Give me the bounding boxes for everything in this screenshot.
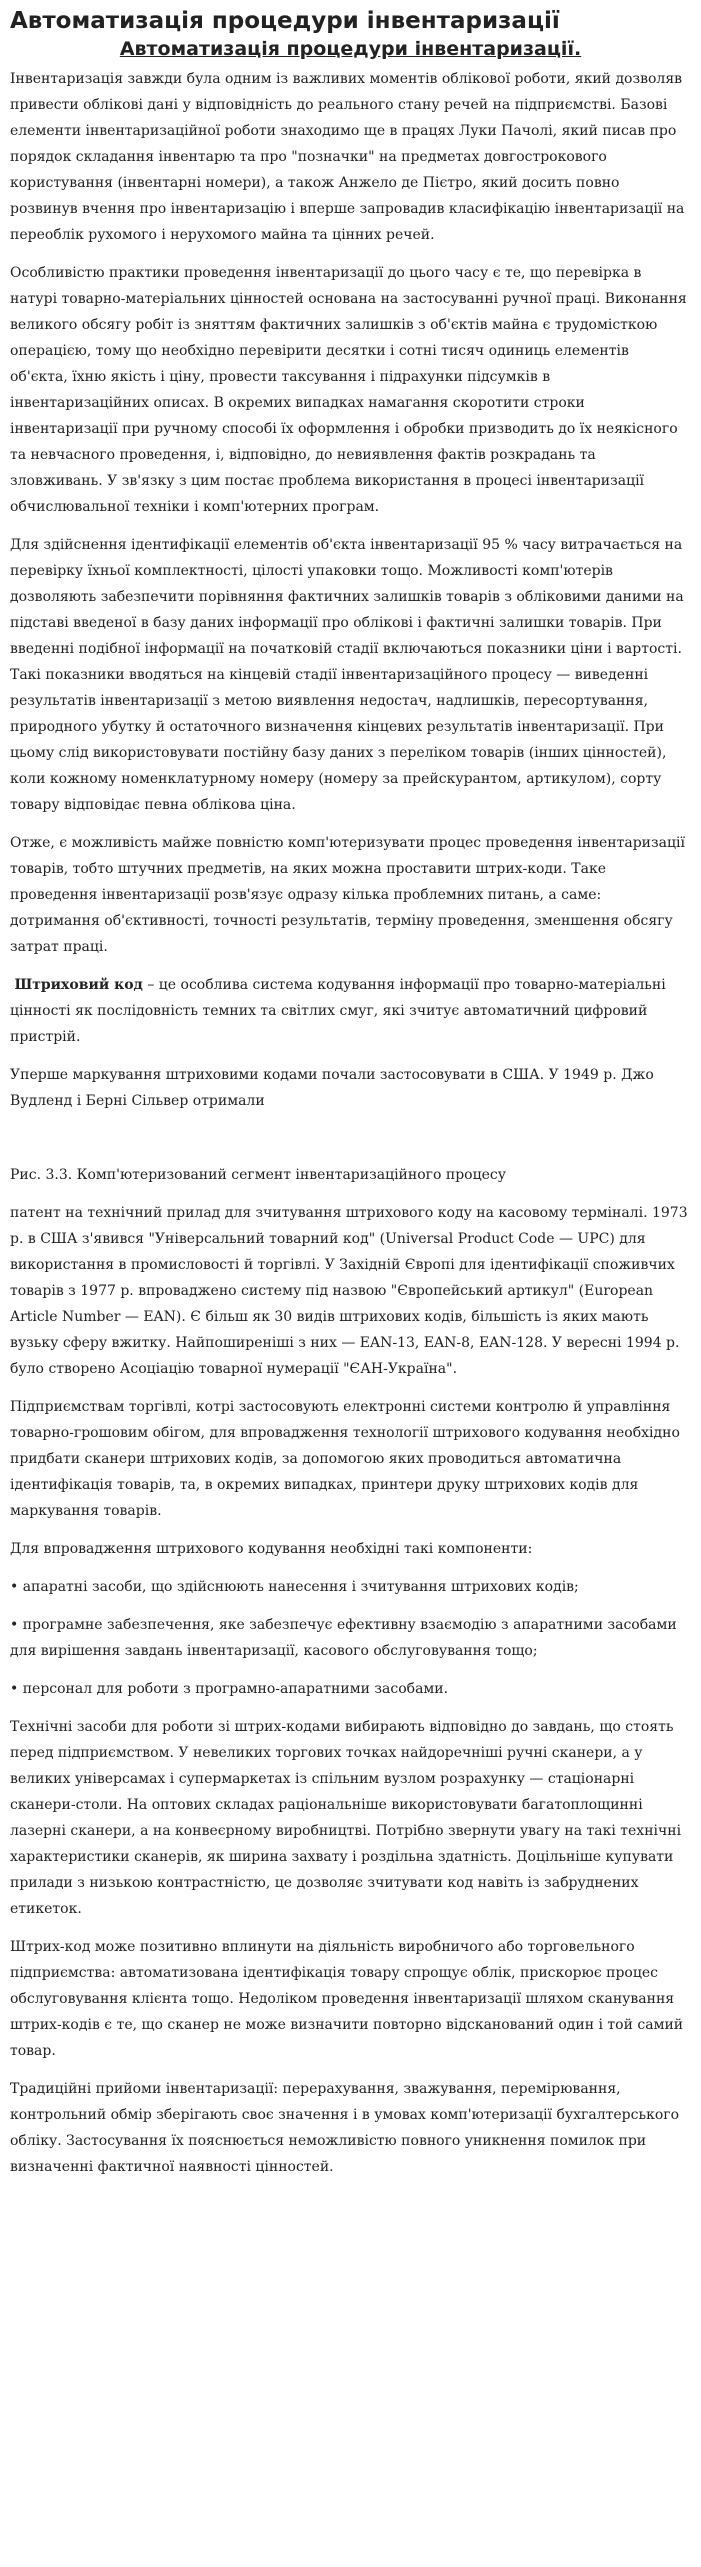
paragraph-computerization: Отже, є можливість майже повністю комп'ютеризувати процес проведення інвентаризації товарів, тобто штучних предметів, на яких можна проставити штрих-коди. Таке проведення інвентаризації розв'язує одразу кілька проблемних питань, а саме: дотримання об'єктивності, точності результатів, терміну проведення, зменшення обсягу затрат праці. xyxy=(10,835,685,955)
paragraph-identification: Для здійснення ідентифікації елементів об'єкта інвентаризації 95 % часу витрачається на перевірку їхньої комплектності, цілості упаковки тощо. Можливості комп'ютерів дозволяють забезпечити порівняння фактичних залишків товарів з обліковими даними на підставі введеної в базу даних інформації про облікові і фактичні залишки товарів. При введенні подібної інформації на початковій стадії включаються показники ціни і вартості. Такі показники вводяться на кінцевій стадії інвентаризаційного процесу — виведенні результатів інвентаризації з метою виявлення недостач, надлишків, пересортування, природного убутку й остаточного визначення кінцевих результатів інвентаризації. При цьому слід використовувати постійну базу даних з переліком товарів (інших цінностей), коли кожному номенклатурному номеру (номеру за прейскурантом, артикулом), сорту товару відповідає певна облікова ціна. xyxy=(10,537,684,813)
paragraph-barcode-origin: Уперше маркування штриховими кодами почали застосовувати в США. У 1949 р. Джо Вудленд і Берні Сільвер отримали xyxy=(10,1067,654,1109)
list-item-personnel: • персонал для роботи з програмно-апаратними засобами. xyxy=(10,1681,449,1697)
paragraph-barcode-impact: Штрих-код може позитивно вплинути на діяльність виробничого або торговельного підприємства: автоматизована ідентифікація товару спрощує облік, прискорює процес обслуговування клієнта тощо. Недоліком проведення інвентаризації шляхом сканування штрих-кодів є те, що сканер не може визначити повторно відсканований один і той самий товар. xyxy=(10,1939,684,2059)
paragraph-retail-scanners: Підприємствам торгівлі, котрі застосовують електронні системи контролю й управління товарно-грошовим обігом, для впровадження технології штрихового кодування необхідно придбати сканери штрихових кодів, за допомогою яких проводиться автоматична ідентифікація товарів, та, в окремих випадках, принтери друку штрихових кодів для маркування товарів. xyxy=(10,1399,680,1519)
paragraph-history: Інвентаризація завжди була одним із важливих моментів облікової роботи, який дозволяв привести облікові дані у відповідність до реального стану речей на підприємстві. Базові елементи інвентаризаційної роботи знаходимо ще в працях Луки Пачолі, який писав про порядок складання інвентарю та про "позначки" на предметах довгострокового користування (інвентарні номери), а також Анжело де Пієтро, який досить повно розвинув вчення про інвентаризацію і вперше запровадив класифікацію інвентаризації на переоблік рухомого і нерухомого майна та цінних речей. xyxy=(10,71,685,243)
page-title: Автоматизація процедури інвентаризації xyxy=(10,8,560,34)
paragraph-manual-practice: Особливістю практики проведення інвентаризації до цього часу є те, що перевірка в натурі товарно-матеріальних цінностей основана на застосуванні ручної праці. Виконання великого обсягу робіт із зняттям фактичних залишків з об'єктів майна є трудомісткою операцією, тому що необхідно перевірити десятки і сотні тисяч одиниць елементів об'єкта, їхню якість і ціну, провести таксування і підрахунки підсумків в інвентаризаційних описах. В окремих випадках намагання скоротити строки інвентаризації при ручному способі їх оформлення і обробки призводить до їх неякісного та невчасного проведення, і, відповідно, до невиявлення фактів розкрадань та зловживань. У зв'язку з цим постає проблема використання в процесі інвентаризації обчислювальної техніки і комп'ютерних програм. xyxy=(10,265,687,515)
list-item-software: • програмне забезпечення, яке забезпечує ефективну взаємодію з апаратними засобами для вирішення завдань інвентаризації, касового обслуговування тощо; xyxy=(10,1617,677,1659)
barcode-term: Штриховий код xyxy=(14,977,143,993)
paragraph-barcode-definition xyxy=(10,972,691,1050)
paragraph-traditional-methods: Традиційні прийоми інвентаризації: перерахування, зважування, перемірювання, контрольний обмір зберігають своє значення і в умовах комп'ютеризації бухгалтерського обліку. Застосування їх пояснюється неможливістю повного уникнення помилок при визначенні фактичної наявності цінностей. xyxy=(10,2081,680,2175)
figure-caption: Рис. 3.3. Комп'ютеризований сегмент інвентаризаційного процесу xyxy=(10,1167,506,1183)
barcode-definition-text: – це особлива система кодування інформації про товарно-матеріальні цінності як послідовність темних та світлих смуг, які зчитує автоматичний цифровий пристрій. xyxy=(10,977,666,1045)
paragraph-components-intro: Для впровадження штрихового кодування необхідні такі компоненти: xyxy=(10,1541,533,1557)
paragraph-barcode-standards: патент на технічний прилад для зчитування штрихового коду на касовому терміналі. 1973 р. в США з'явився "Універсальний товарний код" (Universal Product Code — UPC) для використання в промисловості й торгівлі. У Західній Європі для ідентифікації споживчих товарів з 1977 р. впроваджено систему під назвою "Європейський артикул" (European Article Number — EAN). Є більш як 30 видів штрихових кодів, більшість із яких мають вузьку сферу вжитку. Найпоширеніші з них — EAN-13, EAN-8, EAN-128. У вересні 1994 р. було створено Асоціацію товарної нумерації "ЄАН-Україна". xyxy=(10,1205,688,1377)
list-item-hardware: • апаратні засоби, що здійснюють нанесення і зчитування штрихових кодів; xyxy=(10,1579,579,1595)
article-heading: Автоматизація процедури інвентаризації. xyxy=(119,38,582,60)
paragraph-technical-means: Технічні засоби для роботи зі штрих-кодами вибирають відповідно до завдань, що стоять перед підприємством. У невеликих торгових точках найдоречніші ручні сканери, а у великих універсамах і супермаркетах із спільним вузлом розрахунку — стаціонарні сканери-столи. На оптових складах раціональніше використовувати багатоплощинні лазерні сканери, а на конвеєрному виробництві. Потрібно звернути увагу на такі технічні характеристики сканерів, як ширина захвату і роздільна здатність. Доцільніше купувати прилади з низькою контрастністю, це дозволяє зчитувати код навіть із забруднених етикеток. xyxy=(10,1719,682,1917)
